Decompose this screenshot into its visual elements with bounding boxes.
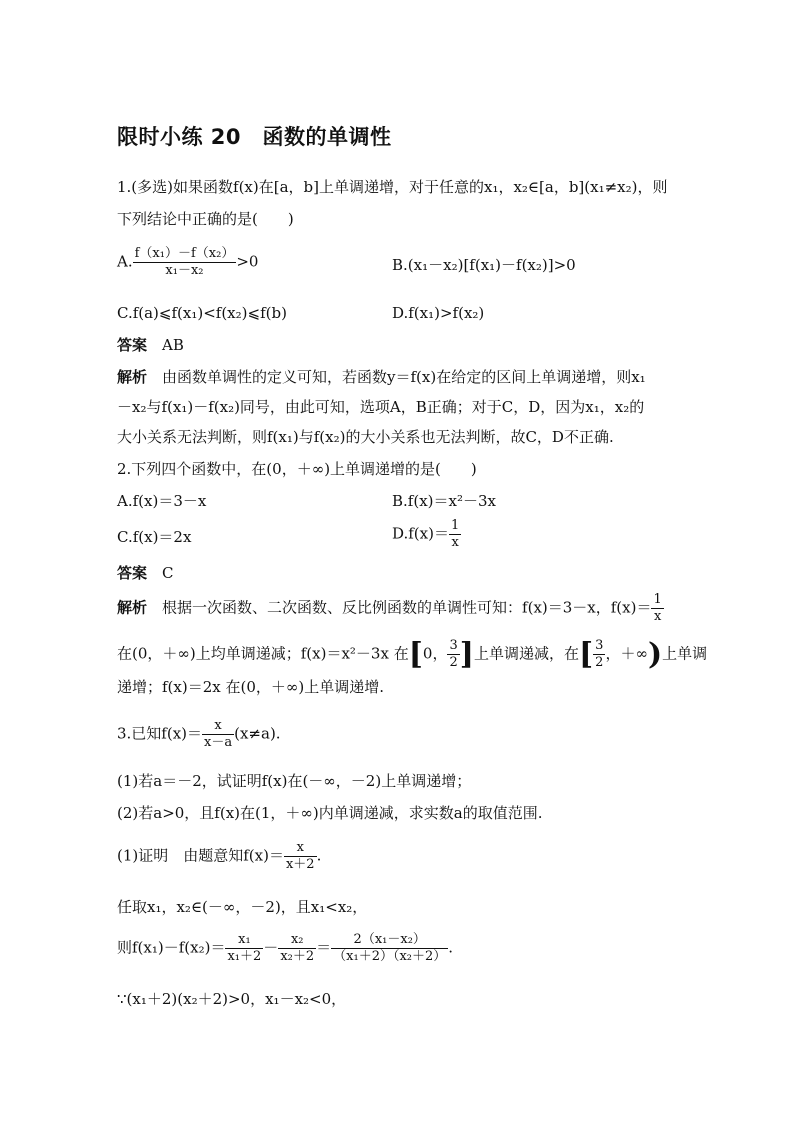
page-title: 限时小练 20 函数的单调性 — [117, 125, 392, 149]
q3-because-line: ∵(x₁＋2)(x₂＋2)>0，x₁－x₂<0， — [117, 990, 347, 1008]
q2-answer — [117, 562, 174, 584]
q3-stem-suffix: (x≠a). — [234, 724, 281, 743]
q3-difference-line — [117, 932, 453, 965]
q2-option-d-numerator: 1 — [450, 518, 460, 533]
q3-stem — [117, 718, 281, 751]
q1-option-b: B.(x₁－x₂)[f(x₁)－f(x₂)]>0 — [392, 256, 576, 274]
q3-proof-denominator: x＋2 — [285, 857, 315, 872]
right-bracket-icon: ] — [459, 636, 474, 672]
q2-option-c: C.f(x)＝2x — [117, 528, 192, 546]
q3-diff-fraction1 — [225, 932, 263, 965]
q1-option-a — [117, 246, 258, 279]
q3-part2: (2)若a>0，且f(x)在(1，＋∞)内单调递减，求实数a的取值范围. — [117, 804, 543, 822]
q3-diff-fraction3 — [331, 932, 448, 965]
q1-option-a-suffix: >0 — [236, 252, 259, 271]
q1-option-d: D.f(x₁)>f(x₂) — [392, 304, 485, 322]
q2-answer-value: C — [162, 564, 174, 582]
q1-stem-line1: 1.(多选)如果函数f(x)在[a，b]上单调递增，对于任意的x₁，x₂∈[a，b](x₁≠x₂)，则 — [117, 178, 668, 196]
q1-stem-line2: 下列结论中正确的是( ) — [117, 210, 294, 228]
left-bracket-icon: [ — [578, 636, 594, 672]
q2-analysis-fraction-denominator: x — [653, 609, 662, 624]
q1-option-a-prefix: A. — [117, 252, 133, 271]
q3-diff-equals: ＝ — [316, 938, 332, 957]
q2-answer-label: 答案 — [117, 564, 148, 582]
q3-proof-line — [117, 840, 321, 873]
q3-diff-suffix: . — [448, 938, 454, 957]
q3-diff-fraction2 — [278, 932, 316, 965]
q3-diff-prefix: 则f(x₁)－f(x₂)＝ — [117, 938, 226, 957]
q3-diff-fraction3-numerator: 2（x₁－x₂） — [331, 932, 448, 949]
q2-option-d-fraction — [449, 518, 461, 551]
q3-diff-fraction2-denominator: x₂＋2 — [280, 949, 315, 964]
q3-take-line: 任取x₁，x₂∈(－∞，－2)，且x₁<x₂， — [117, 898, 368, 916]
q3-diff-fraction1-denominator: x₁＋2 — [227, 949, 262, 964]
q3-diff-fraction3-denominator: （x₁＋2）（x₂＋2） — [333, 949, 447, 964]
q1-answer-value: AB — [162, 336, 184, 354]
q3-diff-fraction1-numerator: x₁ — [225, 932, 263, 949]
q3-proof-prefix: (1)证明 由题意知f(x)＝ — [117, 846, 284, 865]
q2-option-b: B.f(x)＝x²－3x — [392, 492, 496, 510]
q1-answer — [117, 334, 184, 356]
q1-option-c: C.f(a)⩽f(x₁)<f(x₂)⩽f(b) — [117, 304, 287, 322]
q1-option-a-fraction — [133, 246, 237, 279]
q2-option-d — [392, 518, 461, 551]
q1-analysis-line3: 大小关系无法判断，则f(x₁)与f(x₂)的大小关系也无法判断，故C，D不正确. — [117, 428, 614, 446]
q2-interval1-numerator: 3 — [449, 638, 458, 653]
q1-analysis-text1: 由函数单调性的定义可知，若函数y＝f(x)在给定的区间上单调递增，则x₁ — [162, 368, 646, 386]
q2-analysis-text1: 根据一次函数、二次函数、反比例函数的单调性可知：f(x)＝3－x，f(x)＝ — [162, 598, 652, 617]
q2-analysis-text2a: 在(0，＋∞)上均单调递减；f(x)＝x²－3x 在 — [117, 644, 409, 663]
q3-stem-fraction — [202, 718, 234, 751]
q2-analysis-fraction — [651, 592, 663, 625]
q3-diff-fraction2-numerator: x₂ — [278, 932, 316, 949]
q3-proof-suffix: . — [316, 846, 322, 865]
q2-option-a: A.f(x)＝3－x — [117, 492, 207, 510]
q3-stem-prefix: 3.已知f(x)＝ — [117, 724, 203, 743]
q2-analysis-text2b: 上单调递减，在 — [473, 644, 579, 663]
q1-answer-label: 答案 — [117, 336, 148, 354]
q2-option-d-prefix: D.f(x)＝ — [392, 524, 449, 543]
q2-interval2-denominator: 2 — [595, 655, 604, 670]
q3-part1: (1)若a＝－2，试证明f(x)在(－∞，－2)上单调递增； — [117, 772, 472, 790]
q3-stem-denominator: x－a — [204, 735, 233, 750]
q2-analysis-line3: 递增；f(x)＝2x 在(0，＋∞)上单调递增. — [117, 678, 384, 696]
q2-analysis-line2 — [117, 638, 707, 671]
q1-analysis-label: 解析 — [117, 368, 148, 386]
q3-proof-fraction — [284, 840, 317, 873]
right-paren-icon: ) — [647, 636, 663, 672]
q2-interval1-fraction — [447, 638, 459, 671]
left-bracket-icon: [ — [408, 636, 423, 672]
q2-interval2-numerator: 3 — [595, 638, 604, 653]
q2-stem: 2.下列四个函数中，在(0，＋∞)上单调递增的是( ) — [117, 460, 477, 478]
q3-proof-numerator: x — [284, 840, 317, 857]
q2-interval2-fraction — [593, 638, 605, 671]
q1-option-a-denominator: x₁－x₂ — [165, 263, 204, 278]
q1-analysis-line1 — [117, 366, 646, 388]
q2-interval1-denominator: 2 — [449, 655, 458, 670]
q3-stem-numerator: x — [202, 718, 234, 735]
q1-option-a-numerator: f（x₁）－f（x₂） — [134, 246, 235, 261]
q1-analysis-line2: －x₂与f(x₁)－f(x₂)同号，由此可知，选项A，B正确；对于C，D，因为x₁，x₂的 — [117, 398, 645, 416]
q2-analysis-line1 — [117, 592, 664, 625]
q2-option-d-denominator: x — [451, 535, 459, 550]
q2-analysis-fraction-numerator: 1 — [653, 592, 662, 607]
q2-analysis-label: 解析 — [117, 598, 148, 617]
q3-diff-minus: － — [263, 938, 279, 957]
q2-interval2-right: ，＋∞ — [605, 644, 648, 663]
q2-interval1-left: 0， — [422, 644, 448, 663]
q2-analysis-text2c: 上单调 — [662, 644, 708, 663]
